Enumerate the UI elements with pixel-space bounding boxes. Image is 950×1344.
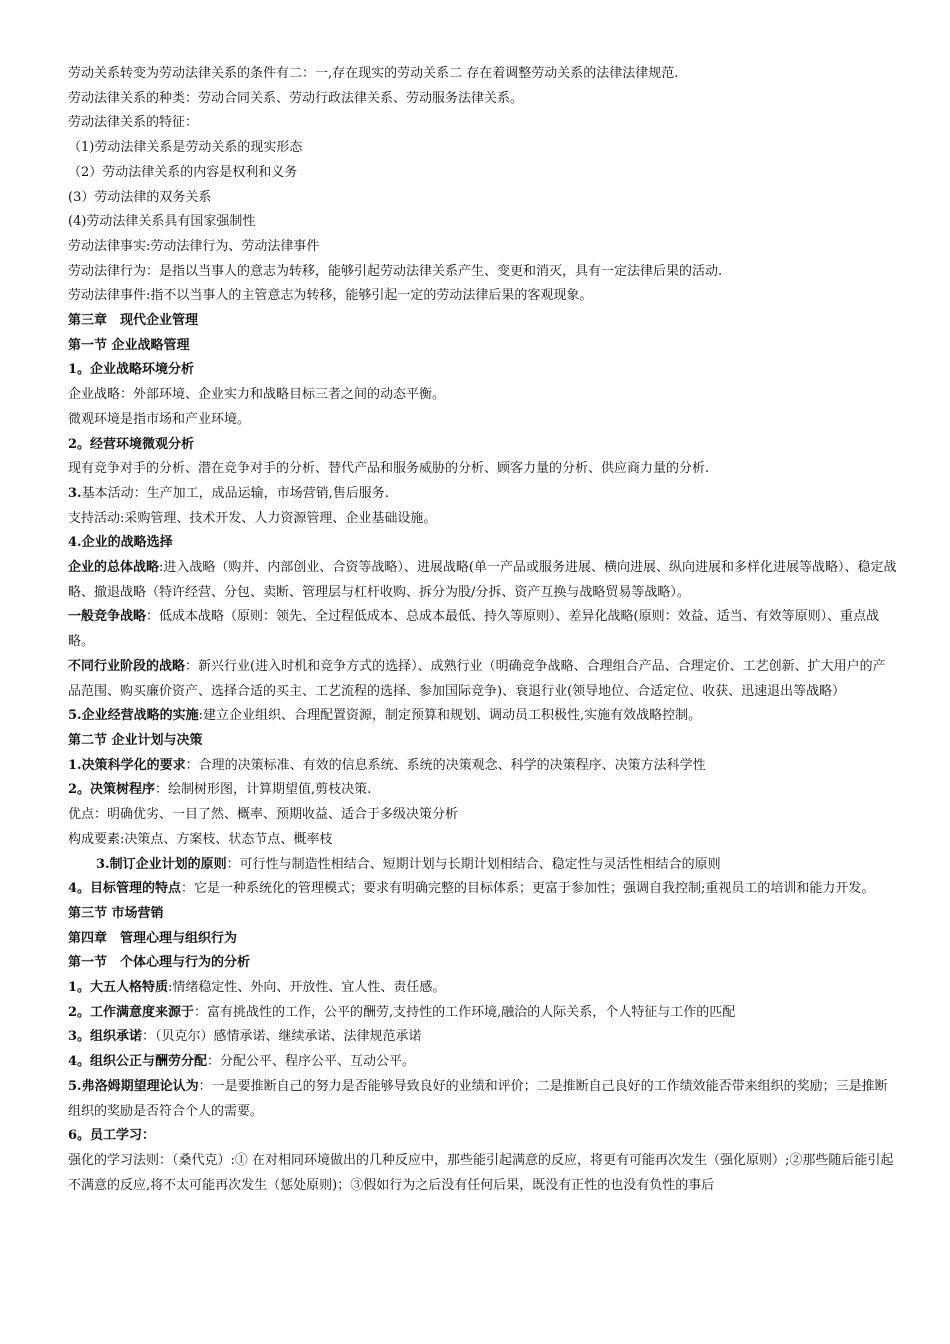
text-line (68, 1050, 898, 1075)
text-line (68, 482, 898, 507)
line-heading: 2。工作满意度来源于 (68, 1004, 195, 1020)
line-text: （1)劳动法律关系是劳动关系的现实形态 (68, 140, 303, 156)
text-line (68, 1001, 898, 1026)
text-line (68, 877, 898, 902)
text-line (68, 902, 898, 927)
line-text: 现有竞争对手的分析、潜在竞争对手的分析、替代产品和服务威胁的分析、顾客力量的分析、供应商力量的分析. (68, 461, 710, 477)
text-line (68, 754, 898, 779)
line-text: 企业战略：外部环境、企业实力和战略目标三者之间的动态平衡。 (68, 387, 446, 403)
line-text: 微观环境是指市场和产业环境。 (68, 411, 251, 427)
text-line (68, 358, 898, 383)
line-heading: 不同行业阶段的战略 (68, 658, 186, 674)
text-line (68, 1025, 898, 1050)
line-text: ：可行性与制造性相结合、短期计划与长期计划相结合、稳定性与灵活性相结合的原则 (226, 856, 721, 872)
text-line (68, 408, 898, 433)
text-line (68, 284, 898, 309)
line-text: ：新兴行业(进入时机和竞争方式的选择）、成熟行业（明确竞争战略、合理组合产品、合理定价、工艺创新、扩大用户的产品范围、购买廉价资产、选择合适的买主、工艺流程的选择、参加国际竞争)、衰退行业(领导地位、合适定位、收获、迅速退出等战略） (68, 658, 886, 699)
text-line (68, 655, 898, 704)
text-line (68, 1075, 898, 1124)
text-line (68, 803, 898, 828)
line-text: ：（贝克尔）感情承诺、继续承诺、法律规范承诺 (142, 1029, 422, 1045)
line-heading: 3. (68, 485, 82, 501)
line-text: ：分配公平、程序公平、互动公平。 (207, 1054, 416, 1070)
line-heading: 4。目标管理的特点 (68, 881, 182, 897)
text-line (68, 853, 898, 878)
text-line (68, 260, 898, 285)
line-heading: 第一节 企业战略管理 (68, 337, 190, 353)
line-text: 强化的学习法则：（桑代克）:① 在对相同环境做出的几种反应中，那些能引起满意的反应，将更有可能再次发生（强化原则）;②那些随后能引起不满意的反应,将不太可能再次发生（惩处原则)；③假如行为之后没有任何后果，既没有正性的也没有负性的事后 (68, 1152, 894, 1193)
line-heading: 2。经营环境微观分析 (68, 436, 195, 452)
text-line (68, 334, 898, 359)
text-line (68, 111, 898, 136)
text-line (68, 704, 898, 729)
text-line (68, 951, 898, 976)
line-heading: 第三章 现代企业管理 (68, 313, 199, 329)
line-text: ：它是一种系统化的管理模式；要求有明确完整的目标体系；更富于参加性；强调自我控制;重视员工的培训和能力开发。 (181, 881, 875, 897)
line-heading: 2。决策树程序 (68, 782, 156, 798)
line-text: (3）劳动法律的双务关系 (68, 189, 212, 205)
text-line (68, 1124, 898, 1149)
text-line (68, 210, 898, 235)
line-heading: 5.弗洛姆期望理论认为 (68, 1078, 199, 1094)
document-page (68, 62, 898, 1198)
line-heading: 1。企业战略环境分析 (68, 362, 195, 378)
text-line (68, 136, 898, 161)
text-line (68, 556, 898, 605)
line-heading: 3.制订企业计划的原则 (96, 856, 227, 872)
text-line (68, 605, 898, 654)
line-text: :进入战略（购并、内部创业、合资等战略）、进展战略(单一产品或服务进展、横向进展、纵向进展和多样化进展等战略）、稳定战略、撤退战略（特许经营、分包、卖断、管理层与杠杆收购、拆分为股/分拆、资产互换与战略贸易等战略）。 (68, 560, 897, 600)
line-text: ：富有挑战性的工作，公平的酬劳,支持性的工作环境,融洽的人际关系，个人特征与工作的匹配 (194, 1004, 736, 1020)
line-heading: 4.企业的战略选择 (68, 535, 173, 551)
line-heading: 3。组织承诺 (68, 1029, 143, 1045)
text-line (68, 62, 898, 87)
line-text: ：一是要推断自己的努力是否能够导致良好的业绩和评价；二是推断自己良好的工作绩效能否带来组织的奖励；三是推断组织的奖励是否符合个人的需要。 (68, 1078, 888, 1119)
line-text: 支持活动:采购管理、技术开发、人力资源管理、企业基础设施。 (68, 510, 437, 526)
text-line (68, 778, 898, 803)
line-heading: 第四章 管理心理与组织行为 (68, 930, 238, 946)
line-text: 劳动法律事件:指不以当事人的主管意志为转移，能够引起一定的劳动法律后果的客观现象。 (68, 288, 593, 304)
text-line (68, 161, 898, 186)
text-line (68, 507, 898, 532)
text-line (68, 433, 898, 458)
text-line (68, 828, 898, 853)
line-text: :建立企业组织、合理配置资源，制定预算和规划、调动员工积极性,实施有效战略控制。 (198, 708, 702, 724)
line-heading: 第一节 个体心理与行为的分析 (68, 955, 251, 971)
line-text: 劳动法律关系的种类：劳动合同关系、劳动行政法律关系、劳动服务法律关系。 (68, 90, 524, 106)
line-text: 劳动法律行为：是指以当事人的意志为转移，能够引起劳动法律关系产生、变更和消灭，具有一定法律后果的活动. (68, 263, 723, 279)
line-heading: 一般竞争战略 (68, 609, 147, 625)
text-line (68, 457, 898, 482)
line-heading: 6。员工学习： (68, 1128, 156, 1144)
text-line (68, 976, 898, 1001)
line-text: ：合理的决策标准、有效的信息系统、系统的决策观念、科学的决策程序、决策方法科学性 (185, 757, 706, 773)
text-line (68, 383, 898, 408)
line-heading: 第三节 市场营销 (68, 905, 164, 921)
line-text: 劳动法律关系的特征： (68, 115, 199, 131)
text-line (68, 1149, 898, 1198)
text-line (68, 531, 898, 556)
text-line (68, 235, 898, 260)
line-text: ：低成本战略（原则：领先、全过程低成本、总成本最低、持久等原则）、差异化战略(原则：效益、适当、有效等原则）、重点战略。 (68, 609, 880, 650)
text-line (68, 927, 898, 952)
line-heading: 1.决策科学化的要求 (68, 757, 186, 773)
line-heading: 1。大五人格特质 (68, 980, 169, 996)
line-text: ：绘制树形图，计算期望值,剪枝决策. (155, 782, 372, 798)
line-heading: 企业的总体战略 (68, 560, 160, 576)
line-text: 优点：明确优劣、一目了然、概率、预期收益、适合于多级决策分析 (68, 807, 459, 823)
line-text: 劳动关系转变为劳动法律关系的条件有二：一,存在现实的劳动关系二 存在着调整劳动关系的法律法律规范. (68, 66, 679, 81)
line-text: 劳动法律事实:劳动法律行为、劳动法律事件 (68, 238, 320, 254)
line-heading: 第二节 企业计划与决策 (68, 732, 203, 748)
line-text: 构成要素:决策点、方案枝、状态节点、概率枝 (68, 831, 333, 847)
text-line (68, 186, 898, 211)
line-text: :情绪稳定性、外向、开放性、宜人性、责任感。 (168, 980, 446, 996)
text-line (68, 87, 898, 112)
line-text: (4)劳动法律关系具有国家强制性 (68, 214, 256, 230)
line-text: 基本活动：生产加工，成品运输，市场营销,售后服务. (81, 485, 389, 501)
line-heading: 4。组织公正与酬劳分配 (68, 1054, 208, 1070)
text-line (68, 309, 898, 334)
text-line (68, 729, 898, 754)
line-heading: 5.企业经营战略的实施 (68, 708, 199, 724)
line-text: （2）劳动法律关系的内容是权利和义务 (68, 164, 298, 180)
